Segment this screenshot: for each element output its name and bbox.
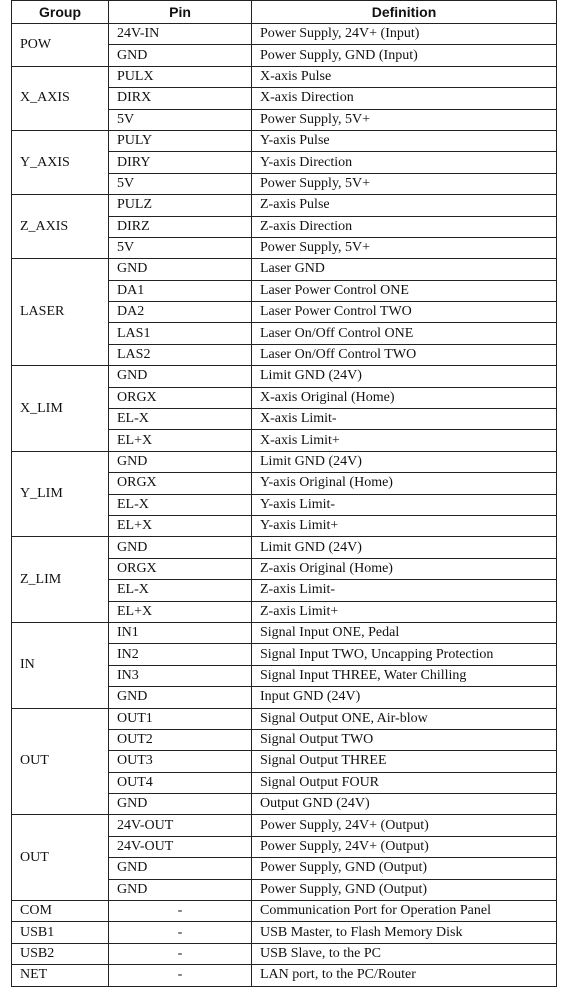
pin-cell: DIRY bbox=[109, 152, 252, 173]
definition-cell: Laser GND bbox=[252, 259, 557, 280]
definition-cell: Z-axis Direction bbox=[252, 216, 557, 237]
pin-cell: OUT1 bbox=[109, 708, 252, 729]
pin-cell: GND bbox=[109, 366, 252, 387]
table-row bbox=[12, 195, 557, 216]
pin-cell: - bbox=[109, 965, 252, 986]
definition-cell: Power Supply, 24V+ (Input) bbox=[252, 24, 557, 45]
definition-cell: Power Supply, GND (Output) bbox=[252, 858, 557, 879]
pin-cell: 5V bbox=[109, 109, 252, 130]
definition-cell: Power Supply, 5V+ bbox=[252, 109, 557, 130]
pin-cell: LAS1 bbox=[109, 323, 252, 344]
pin-cell: 24V-IN bbox=[109, 24, 252, 45]
pin-cell: DA1 bbox=[109, 280, 252, 301]
group-cell: USB1 bbox=[12, 922, 109, 943]
definition-cell: X-axis Pulse bbox=[252, 66, 557, 87]
definition-cell: Output GND (24V) bbox=[252, 794, 557, 815]
pin-cell: PULX bbox=[109, 66, 252, 87]
pin-cell: DIRX bbox=[109, 88, 252, 109]
definition-cell: Y-axis Limit- bbox=[252, 494, 557, 515]
definition-cell: Laser Power Control TWO bbox=[252, 302, 557, 323]
table-header bbox=[12, 1, 557, 24]
pin-cell: GND bbox=[109, 451, 252, 472]
table-row bbox=[12, 901, 557, 922]
definition-cell: Y-axis Original (Home) bbox=[252, 473, 557, 494]
definition-cell: Signal Output ONE, Air-blow bbox=[252, 708, 557, 729]
definition-cell: Y-axis Direction bbox=[252, 152, 557, 173]
definition-cell: Z-axis Original (Home) bbox=[252, 558, 557, 579]
pin-cell: EL+X bbox=[109, 515, 252, 536]
group-cell: Z_LIM bbox=[12, 537, 109, 623]
group-cell: Y_AXIS bbox=[12, 130, 109, 194]
definition-cell: Signal Output TWO bbox=[252, 729, 557, 750]
table-row bbox=[12, 537, 557, 558]
pin-cell: EL-X bbox=[109, 494, 252, 515]
group-cell: X_LIM bbox=[12, 366, 109, 452]
definition-cell: Power Supply, 5V+ bbox=[252, 173, 557, 194]
definition-cell: X-axis Direction bbox=[252, 88, 557, 109]
pin-cell: IN1 bbox=[109, 622, 252, 643]
pin-cell: 5V bbox=[109, 173, 252, 194]
table-row bbox=[12, 66, 557, 87]
pin-cell: - bbox=[109, 922, 252, 943]
pin-definition-table bbox=[11, 0, 557, 987]
pin-cell: OUT3 bbox=[109, 751, 252, 772]
table-row bbox=[12, 451, 557, 472]
group-cell: IN bbox=[12, 622, 109, 708]
table-row bbox=[12, 708, 557, 729]
pin-cell: GND bbox=[109, 858, 252, 879]
table-row bbox=[12, 24, 557, 45]
definition-cell: Signal Input THREE, Water Chilling bbox=[252, 665, 557, 686]
definition-cell: Z-axis Limit+ bbox=[252, 601, 557, 622]
definition-cell: Z-axis Pulse bbox=[252, 195, 557, 216]
table-body bbox=[12, 24, 557, 987]
definition-cell: LAN port, to the PC/Router bbox=[252, 965, 557, 986]
group-cell: POW bbox=[12, 24, 109, 67]
definition-cell: Communication Port for Operation Panel bbox=[252, 901, 557, 922]
definition-cell: Signal Output THREE bbox=[252, 751, 557, 772]
header-pin: Pin bbox=[109, 1, 252, 24]
definition-cell: Power Supply, GND (Output) bbox=[252, 879, 557, 900]
definition-cell: Signal Output FOUR bbox=[252, 772, 557, 793]
definition-cell: Z-axis Limit- bbox=[252, 580, 557, 601]
pin-cell: EL+X bbox=[109, 430, 252, 451]
definition-cell: Y-axis Limit+ bbox=[252, 515, 557, 536]
group-cell: NET bbox=[12, 965, 109, 986]
pin-cell: GND bbox=[109, 794, 252, 815]
group-cell: OUT bbox=[12, 815, 109, 901]
pin-cell: DIRZ bbox=[109, 216, 252, 237]
header-definition: Definition bbox=[252, 1, 557, 24]
table-row bbox=[12, 943, 557, 964]
pin-cell: ORGX bbox=[109, 473, 252, 494]
table-row bbox=[12, 366, 557, 387]
definition-cell: USB Slave, to the PC bbox=[252, 943, 557, 964]
group-cell: X_AXIS bbox=[12, 66, 109, 130]
pin-cell: EL-X bbox=[109, 409, 252, 430]
pin-cell: ORGX bbox=[109, 558, 252, 579]
pin-cell: EL+X bbox=[109, 601, 252, 622]
table-row bbox=[12, 965, 557, 986]
group-cell: LASER bbox=[12, 259, 109, 366]
header-row bbox=[12, 1, 557, 24]
definition-cell: Limit GND (24V) bbox=[252, 537, 557, 558]
pin-cell: PULZ bbox=[109, 195, 252, 216]
definition-cell: Laser On/Off Control TWO bbox=[252, 344, 557, 365]
pin-cell: - bbox=[109, 901, 252, 922]
table-row bbox=[12, 130, 557, 151]
definition-cell: Laser Power Control ONE bbox=[252, 280, 557, 301]
definition-cell: Y-axis Pulse bbox=[252, 130, 557, 151]
definition-cell: Input GND (24V) bbox=[252, 687, 557, 708]
definition-cell: Limit GND (24V) bbox=[252, 451, 557, 472]
definition-cell: Laser On/Off Control ONE bbox=[252, 323, 557, 344]
pin-cell: IN2 bbox=[109, 644, 252, 665]
definition-cell: X-axis Limit+ bbox=[252, 430, 557, 451]
definition-cell: Power Supply, 24V+ (Output) bbox=[252, 836, 557, 857]
pin-cell: GND bbox=[109, 259, 252, 280]
group-cell: OUT bbox=[12, 708, 109, 815]
pin-cell: GND bbox=[109, 687, 252, 708]
pin-cell: 24V-OUT bbox=[109, 836, 252, 857]
pin-cell: 5V bbox=[109, 237, 252, 258]
pin-cell: GND bbox=[109, 879, 252, 900]
pin-cell: PULY bbox=[109, 130, 252, 151]
table-row bbox=[12, 815, 557, 836]
table-row bbox=[12, 259, 557, 280]
pin-cell: EL-X bbox=[109, 580, 252, 601]
pin-cell: ORGX bbox=[109, 387, 252, 408]
group-cell: Z_AXIS bbox=[12, 195, 109, 259]
group-cell: Y_LIM bbox=[12, 451, 109, 537]
definition-cell: Signal Input ONE, Pedal bbox=[252, 622, 557, 643]
pin-cell: GND bbox=[109, 45, 252, 66]
pin-cell: IN3 bbox=[109, 665, 252, 686]
pin-cell: 24V-OUT bbox=[109, 815, 252, 836]
definition-cell: Signal Input TWO, Uncapping Protection bbox=[252, 644, 557, 665]
group-cell: USB2 bbox=[12, 943, 109, 964]
definition-cell: Limit GND (24V) bbox=[252, 366, 557, 387]
definition-cell: Power Supply, 24V+ (Output) bbox=[252, 815, 557, 836]
definition-cell: Power Supply, 5V+ bbox=[252, 237, 557, 258]
pin-cell: - bbox=[109, 943, 252, 964]
definition-cell: Power Supply, GND (Input) bbox=[252, 45, 557, 66]
pin-cell: LAS2 bbox=[109, 344, 252, 365]
pin-cell: OUT2 bbox=[109, 729, 252, 750]
table-row bbox=[12, 922, 557, 943]
pin-cell: OUT4 bbox=[109, 772, 252, 793]
table-row bbox=[12, 622, 557, 643]
definition-cell: USB Master, to Flash Memory Disk bbox=[252, 922, 557, 943]
definition-cell: X-axis Limit- bbox=[252, 409, 557, 430]
pin-cell: DA2 bbox=[109, 302, 252, 323]
header-group: Group bbox=[12, 1, 109, 24]
group-cell: COM bbox=[12, 901, 109, 922]
definition-cell: X-axis Original (Home) bbox=[252, 387, 557, 408]
pin-cell: GND bbox=[109, 537, 252, 558]
